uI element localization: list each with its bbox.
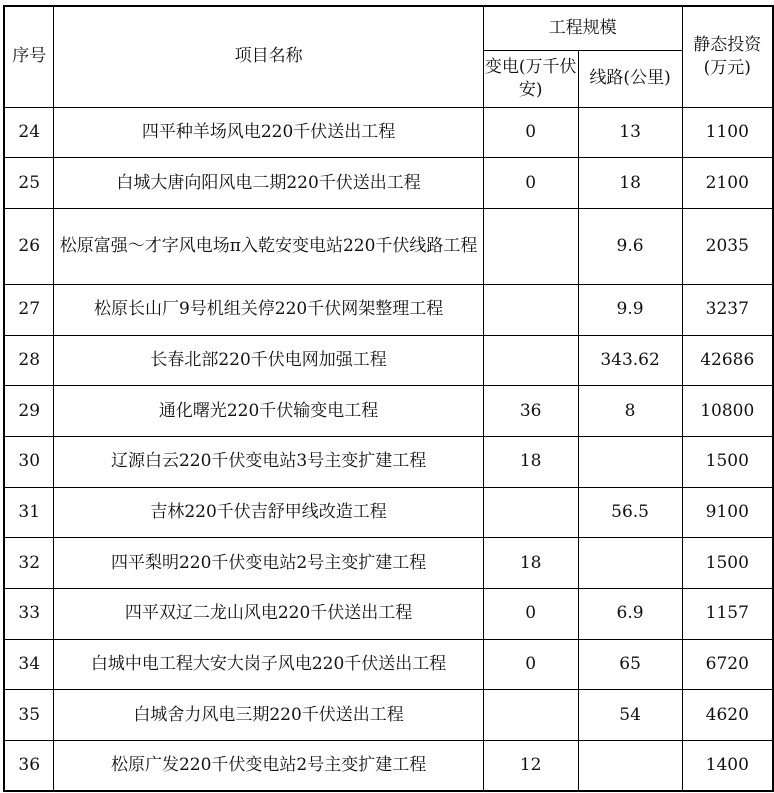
row-substation: 0	[483, 158, 578, 209]
row-number: 28	[4, 335, 54, 386]
row-investment: 2035	[682, 208, 773, 284]
row-line: 56.5	[578, 487, 682, 538]
row-number: 27	[4, 284, 54, 335]
table-row	[4, 538, 773, 589]
row-number: 24	[4, 107, 54, 158]
row-line: 18	[578, 158, 682, 209]
row-project-name: 松原富强～才字风电场π入乾安变电站220千伏线路工程	[54, 208, 483, 284]
table-row	[4, 589, 773, 640]
row-number: 25	[4, 158, 54, 209]
row-project-name: 吉林220千伏吉舒甲线改造工程	[54, 487, 483, 538]
row-project-name: 白城舍力风电三期220千伏送出工程	[54, 690, 483, 741]
row-line: 9.6	[578, 208, 682, 284]
row-investment: 2100	[682, 158, 773, 209]
row-number: 26	[4, 208, 54, 284]
row-substation	[483, 284, 578, 335]
table-row	[4, 284, 773, 335]
header-investment: 静态投资(万元)	[682, 6, 773, 107]
row-substation: 0	[483, 107, 578, 158]
table-row	[4, 158, 773, 209]
row-line: 9.9	[578, 284, 682, 335]
row-number: 35	[4, 690, 54, 741]
project-table	[3, 5, 774, 792]
row-investment: 3237	[682, 284, 773, 335]
row-project-name: 四平双辽二龙山风电220千伏送出工程	[54, 589, 483, 640]
row-investment: 1157	[682, 589, 773, 640]
header-scale: 工程规模	[483, 6, 682, 50]
row-line	[578, 436, 682, 487]
table-row	[4, 386, 773, 437]
row-substation: 18	[483, 436, 578, 487]
row-line: 65	[578, 639, 682, 690]
row-line: 8	[578, 386, 682, 437]
table-row	[4, 335, 773, 386]
row-substation: 36	[483, 386, 578, 437]
row-substation: 0	[483, 589, 578, 640]
table-row	[4, 690, 773, 741]
row-number: 31	[4, 487, 54, 538]
row-substation: 0	[483, 639, 578, 690]
row-line: 343.62	[578, 335, 682, 386]
row-substation: 18	[483, 538, 578, 589]
row-line: 13	[578, 107, 682, 158]
row-project-name: 松原长山厂9号机组关停220千伏网架整理工程	[54, 284, 483, 335]
row-investment: 9100	[682, 487, 773, 538]
header-line: 线路(公里)	[578, 50, 682, 107]
row-substation	[483, 487, 578, 538]
row-project-name: 四平种羊场风电220千伏送出工程	[54, 107, 483, 158]
row-line: 6.9	[578, 589, 682, 640]
row-substation	[483, 335, 578, 386]
row-project-name: 四平梨明220千伏变电站2号主变扩建工程	[54, 538, 483, 589]
row-substation	[483, 690, 578, 741]
row-project-name: 白城大唐向阳风电二期220千伏送出工程	[54, 158, 483, 209]
row-project-name: 辽源白云220千伏变电站3号主变扩建工程	[54, 436, 483, 487]
header-project-name: 项目名称	[54, 6, 483, 107]
table-row	[4, 741, 773, 792]
table-row	[4, 436, 773, 487]
row-investment: 10800	[682, 386, 773, 437]
row-number: 29	[4, 386, 54, 437]
row-project-name: 长春北部220千伏电网加强工程	[54, 335, 483, 386]
header-substation: 变电(万千伏安)	[483, 50, 578, 107]
row-line	[578, 741, 682, 792]
row-project-name: 白城中电工程大安大岗子风电220千伏送出工程	[54, 639, 483, 690]
row-number: 36	[4, 741, 54, 792]
table-row	[4, 639, 773, 690]
row-number: 34	[4, 639, 54, 690]
row-investment: 1100	[682, 107, 773, 158]
row-number: 33	[4, 589, 54, 640]
row-substation: 12	[483, 741, 578, 792]
row-number: 30	[4, 436, 54, 487]
row-line: 54	[578, 690, 682, 741]
row-number: 32	[4, 538, 54, 589]
row-investment: 1500	[682, 436, 773, 487]
table-row	[4, 107, 773, 158]
row-project-name: 通化曙光220千伏输变电工程	[54, 386, 483, 437]
row-investment: 42686	[682, 335, 773, 386]
table-row	[4, 208, 773, 284]
header-seq: 序号	[4, 6, 54, 107]
row-substation	[483, 208, 578, 284]
row-line	[578, 538, 682, 589]
row-investment: 1400	[682, 741, 773, 792]
row-investment: 6720	[682, 639, 773, 690]
table-row	[4, 487, 773, 538]
row-investment: 4620	[682, 690, 773, 741]
row-project-name: 松原广发220千伏变电站2号主变扩建工程	[54, 741, 483, 792]
row-investment: 1500	[682, 538, 773, 589]
